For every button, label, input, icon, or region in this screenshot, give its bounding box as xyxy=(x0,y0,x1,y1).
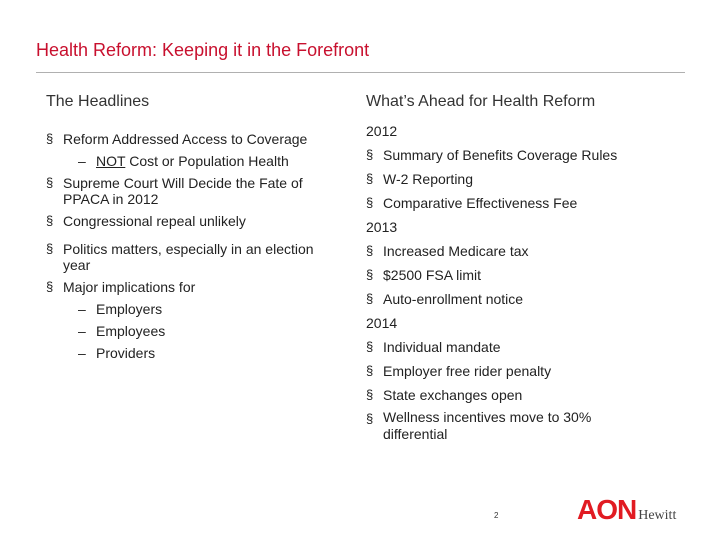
headlines-list xyxy=(46,131,336,361)
whats-ahead-heading: What’s Ahead for Health Reform xyxy=(366,93,596,110)
year-item: § Employer free rider penalty xyxy=(366,361,666,381)
implication-item: – Employees xyxy=(46,323,336,339)
implication-item: – Employers xyxy=(46,301,336,317)
year-label: 2012 xyxy=(366,123,398,139)
year-item-line: differential xyxy=(383,426,448,442)
aon-hewitt-logo xyxy=(577,494,676,524)
year-item: § Individual mandate xyxy=(366,337,666,357)
headline-bullet: § Politics matters, especially in an election year xyxy=(46,241,336,273)
year-item: § Summary of Benefits Coverage Rules xyxy=(366,145,666,165)
underlined-not: NOT xyxy=(96,153,126,169)
headline-sub-text: Cost or Population Health xyxy=(125,153,289,169)
year-label: 2013 xyxy=(366,219,398,235)
headlines-column xyxy=(46,90,336,367)
title-divider xyxy=(36,72,685,73)
year-item: § W-2 Reporting xyxy=(366,169,666,189)
headline-bullet: § Reform Addressed Access to Coverage xyxy=(46,131,336,147)
year-item-multiline xyxy=(366,409,666,443)
headline-bullet: § Major implications for xyxy=(46,279,336,295)
logo-aon: AON xyxy=(577,494,637,525)
headline-bullet: § Congressional repeal unlikely xyxy=(46,213,336,229)
page-number: 2 xyxy=(494,511,499,520)
year-item: § Increased Medicare tax xyxy=(366,241,666,261)
headlines-heading: The Headlines xyxy=(46,93,150,110)
whats-ahead-column xyxy=(366,90,666,447)
implication-item: – Providers xyxy=(46,345,336,361)
year-item: § State exchanges open xyxy=(366,385,666,405)
year-item: § Comparative Effectiveness Fee xyxy=(366,193,666,213)
headline-sub-bullet xyxy=(46,153,336,169)
logo-hewitt: Hewitt xyxy=(638,508,677,523)
year-item: § Auto-enrollment notice xyxy=(366,289,666,309)
headline-bullet: § Supreme Court Will Decide the Fate of PPACA in 2012 xyxy=(46,175,336,207)
year-item: § $2500 FSA limit xyxy=(366,265,666,285)
year-item-line: § Wellness incentives move to 30% xyxy=(383,409,592,425)
slide-title: Health Reform: Keeping it in the Forefront xyxy=(36,40,370,60)
year-label: 2014 xyxy=(366,315,398,331)
